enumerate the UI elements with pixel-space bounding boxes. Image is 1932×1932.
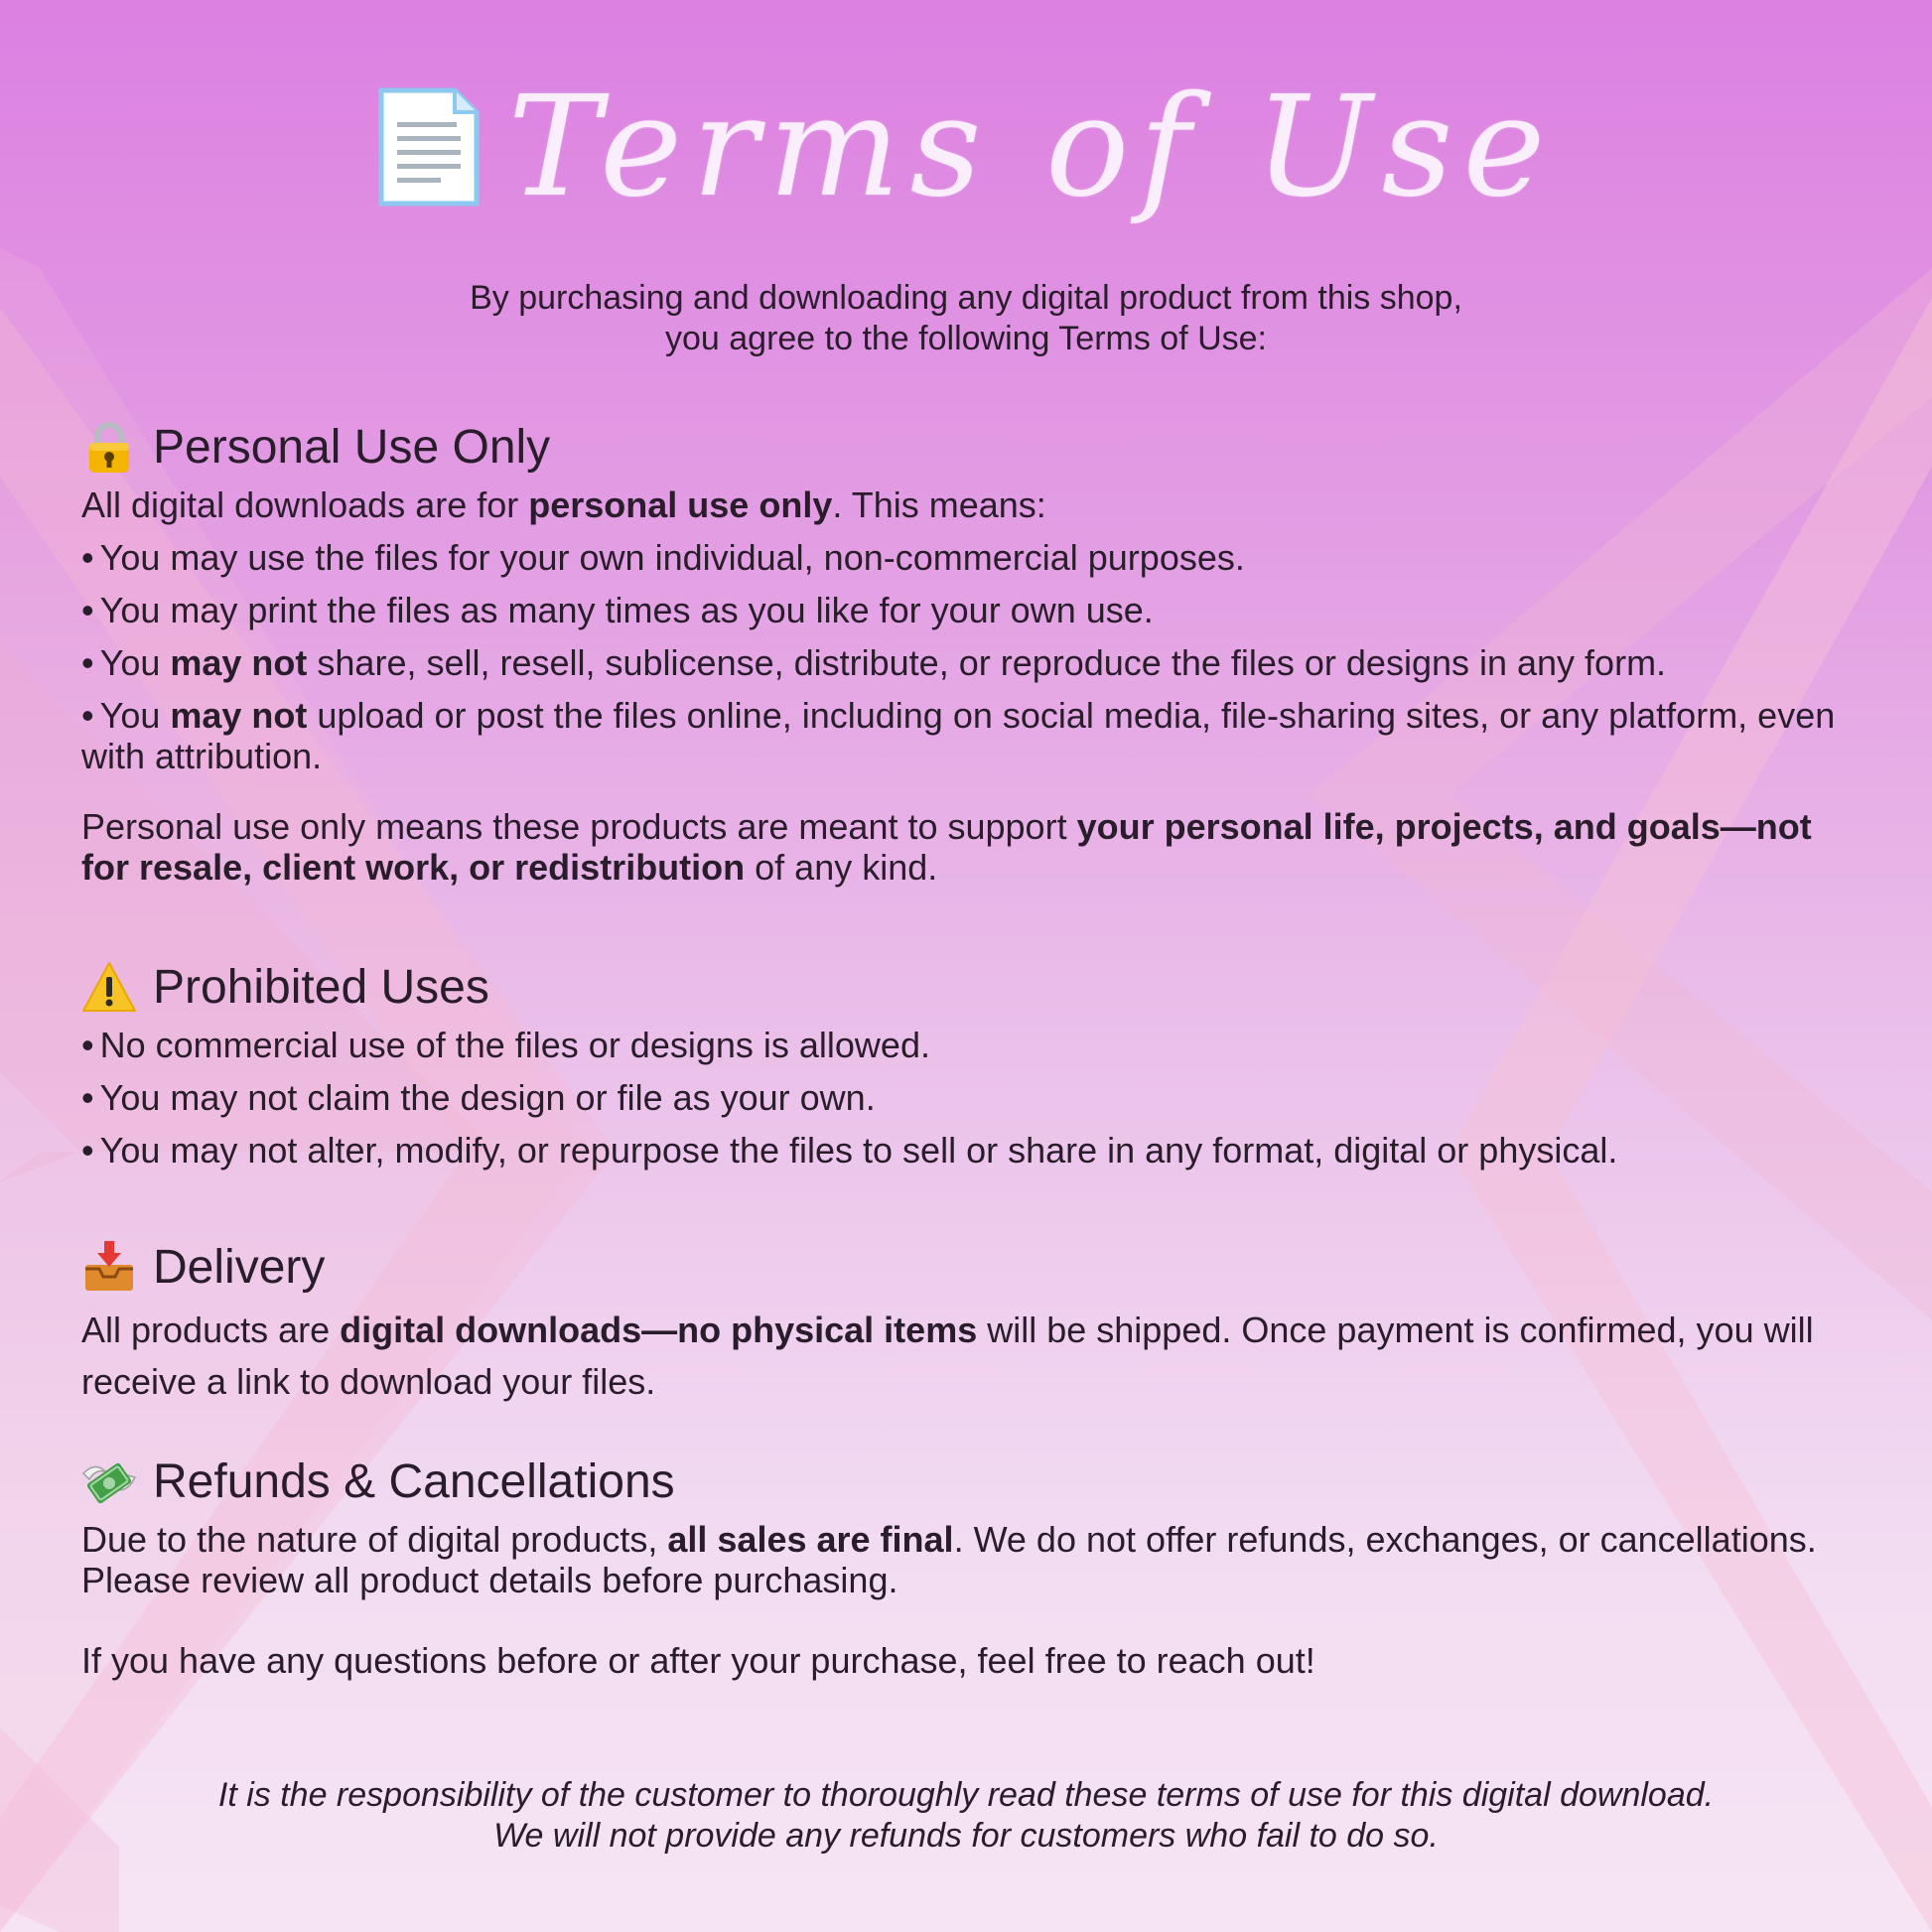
section-heading [81, 1235, 1868, 1299]
intro-line-2: you agree to the following Terms of Use: [664, 320, 1268, 357]
lock-icon [81, 419, 137, 475]
delivery-text: All products are digital downloads—no physical items will be shipped. Once payment is confirmed, you will receive a link to download your files. [81, 1310, 1814, 1402]
page-title: Terms of Use [507, 66, 1556, 228]
list-item: • You may not alter, modify, or repurpose the files to sell or share in any format, digital or physical. [81, 1130, 1618, 1171]
intro-text [0, 278, 1932, 359]
section-heading-text: Personal Use Only [153, 420, 551, 474]
section-prohibited-uses [81, 955, 1868, 1171]
section-heading [81, 1449, 1868, 1513]
list-item: • You may not upload or post the files online, including on social media, file-sharing sites, or any platform, even with attribution. [81, 695, 1836, 776]
disclaimer-line-1: It is the responsibility of the customer to thoroughly read these terms of use for this digital download. [217, 1776, 1715, 1814]
list-item: • You may print the files as many times as you like for your own use. [81, 590, 1154, 630]
section-heading-text: Refunds & Cancellations [153, 1454, 675, 1508]
section-heading [81, 415, 1868, 479]
money-wings-icon [81, 1453, 137, 1509]
personal-intro: All digital downloads are for personal use only. This means: [81, 484, 1046, 525]
title-row [0, 48, 1932, 246]
refunds-text: Due to the nature of digital products, all sales are final. We do not offer refunds, exchanges, or cancellations. Please review all product details before purchasing. [81, 1519, 1817, 1600]
contact-text: If you have any questions before or after your purchase, feel free to reach out! [81, 1640, 1315, 1681]
section-heading-text: Delivery [153, 1240, 326, 1294]
personal-summary: Personal use only means these products are meant to support your personal life, projects, and goals—not for resale, client work, or redistribution of any kind. [81, 806, 1812, 888]
section-delivery [81, 1235, 1868, 1408]
list-item: • You may not share, sell, resell, sublicense, distribute, or reproduce the files or designs in any form. [81, 642, 1667, 683]
warning-icon [81, 959, 137, 1015]
section-heading-text: Prohibited Uses [153, 960, 489, 1014]
intro-line-1: By purchasing and downloading any digital product from this shop, [470, 279, 1462, 317]
list-item: • You may not claim the design or file as your own. [81, 1077, 876, 1118]
section-personal-use [81, 415, 1868, 888]
disclaimer [0, 1775, 1932, 1857]
list-item: • No commercial use of the files or designs is allowed. [81, 1025, 930, 1065]
inbox-tray-icon [81, 1239, 137, 1295]
page-facing-up-icon [377, 86, 481, 207]
section-heading [81, 955, 1868, 1019]
list-item: • You may use the files for your own individual, non-commercial purposes. [81, 537, 1245, 578]
disclaimer-line-2: We will not provide any refunds for customers who fail to do so. [493, 1817, 1439, 1855]
section-refunds [81, 1449, 1868, 1681]
